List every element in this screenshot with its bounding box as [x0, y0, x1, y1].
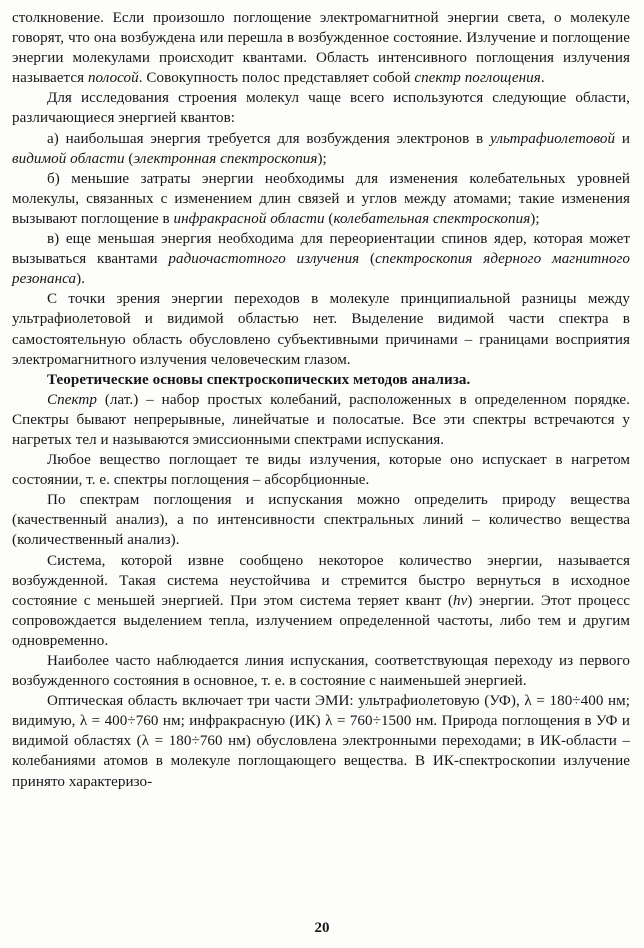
paragraph: [12, 551, 630, 651]
text-run: а) наибольшая энергия требуется для возбуждения электронов в: [47, 130, 490, 147]
paragraph: [12, 88, 630, 128]
text-run: .: [540, 70, 545, 87]
paragraph: [12, 651, 630, 691]
text-run: Для исследования строения молекул чаще всего используются следующие области, различающиеся энергией квантов:: [12, 90, 630, 127]
italic-term: спектр поглощения: [414, 70, 541, 87]
text-run: б) меньшие затраты энергии необходимы для изменения колебательных уровней молекулы, связанных с изменением длин связей и углов между атомами; такие изменения вызывают поглощение в: [12, 170, 630, 227]
text-run: ) энергии. Этот процесс сопровождается выделением тепла, излучением определенной частоты, либо тем и другим одновременно.: [12, 592, 631, 649]
paragraph: [12, 450, 630, 490]
text-run: Любое вещество поглощает те виды излучения, которые оно испускает в нагретом состоянии, т. е. спектры поглощения – абсорбционные.: [12, 452, 630, 489]
text-run: (: [124, 150, 134, 167]
text-run: Теоретические основы спектроскопических методов анализа.: [47, 371, 471, 388]
text-run: Наиболее часто наблюдается линия испускания, соответствующая переходу из первого возбужденного состояния в основное, т. е. в состояние с наименьшей энергией.: [12, 653, 630, 690]
text-run: );: [530, 210, 540, 227]
text-run: ).: [76, 271, 86, 288]
text-run: По спектрам поглощения и испускания можно определить природу вещества (качественный анализ), а по интенсивности спектральных линий – количество вещества (количественный анализ).: [12, 492, 630, 549]
text-run: Оптическая область включает три части ЭМИ: ультрафиолетовую (УФ), λ = 180÷400 нм; видимую, λ = 400÷760 нм; инфракрасную (ИК) λ = 760÷1500 нм. Природа поглощения в УФ и видимой областях (λ = 180÷760 нм) обусловлена электронными переходами; в ИК-области – колебаниями атомов в молекуле поглощающего вещества. В ИК-спектроскопии излучение принято характеризо-: [12, 693, 630, 790]
text-run: столкновение. Если произошло поглощение электромагнитной энергии света, о молекуле говорят, что она возбуждена или перешла в возбужденное состояние. Излучение и поглощение энергии молекулами происходит квантами. Область интенсивного поглощения излучения называется: [12, 10, 630, 87]
italic-term: радиочастотного излучения: [168, 251, 360, 268]
paragraph: [12, 8, 630, 88]
text-run: (лат.) – набор простых колебаний, расположенных в определенном порядке. Спектры бывают непрерывные, линейчатые и полосатые. Все эти спектры встречаются у нагретых тел и называются эмиссионными спектрами испускания.: [12, 391, 630, 448]
section-heading: [12, 370, 630, 390]
paragraph: [12, 490, 630, 550]
text-run: (: [359, 251, 376, 268]
paragraph: [12, 289, 630, 369]
italic-term: спектроскопия ядерного магнитного резонанса: [12, 251, 630, 288]
paragraph: [12, 169, 630, 229]
italic-term: Спектр: [47, 391, 97, 408]
text-run: и: [615, 130, 630, 147]
paragraph: [12, 390, 630, 450]
italic-term: инфракрасной области: [173, 210, 325, 227]
italic-term: hv: [453, 592, 468, 609]
italic-term: видимой области: [12, 150, 125, 167]
page-number: 20: [314, 920, 330, 936]
text-run: С точки зрения энергии переходов в молекуле принципиальной разницы между ультрафиолетовой и видимой областью нет. Выделение видимой части спектра в самостоятельную область обусловлено субъективными причинами – границами восприятия электромагнитного излучения человеческим глазом.: [12, 291, 630, 368]
paragraph: [12, 229, 630, 289]
page-body-text: [12, 8, 630, 792]
italic-term: колебательная спектроскопия: [333, 210, 531, 227]
paragraph: [12, 129, 630, 169]
text-run: в) еще меньшая энергия необходима для переориентации спинов ядер, которая может вызываться квантами: [12, 231, 630, 268]
italic-term: полосой: [87, 70, 139, 87]
italic-term: электронная спектроскопия: [133, 150, 318, 167]
italic-term: ультрафиолетовой: [489, 130, 616, 147]
text-run: (: [324, 210, 334, 227]
text-run: . Совокупность полос представляет собой: [138, 70, 415, 87]
text-run: );: [317, 150, 327, 167]
paragraph: [12, 691, 630, 791]
text-run: Система, которой извне сообщено некоторое количество энергии, называется возбужденной. Такая система неустойчива и стремится быстро вернуться в исходное состояние с меньшей энергией. При этом система теряет квант (: [12, 552, 630, 609]
